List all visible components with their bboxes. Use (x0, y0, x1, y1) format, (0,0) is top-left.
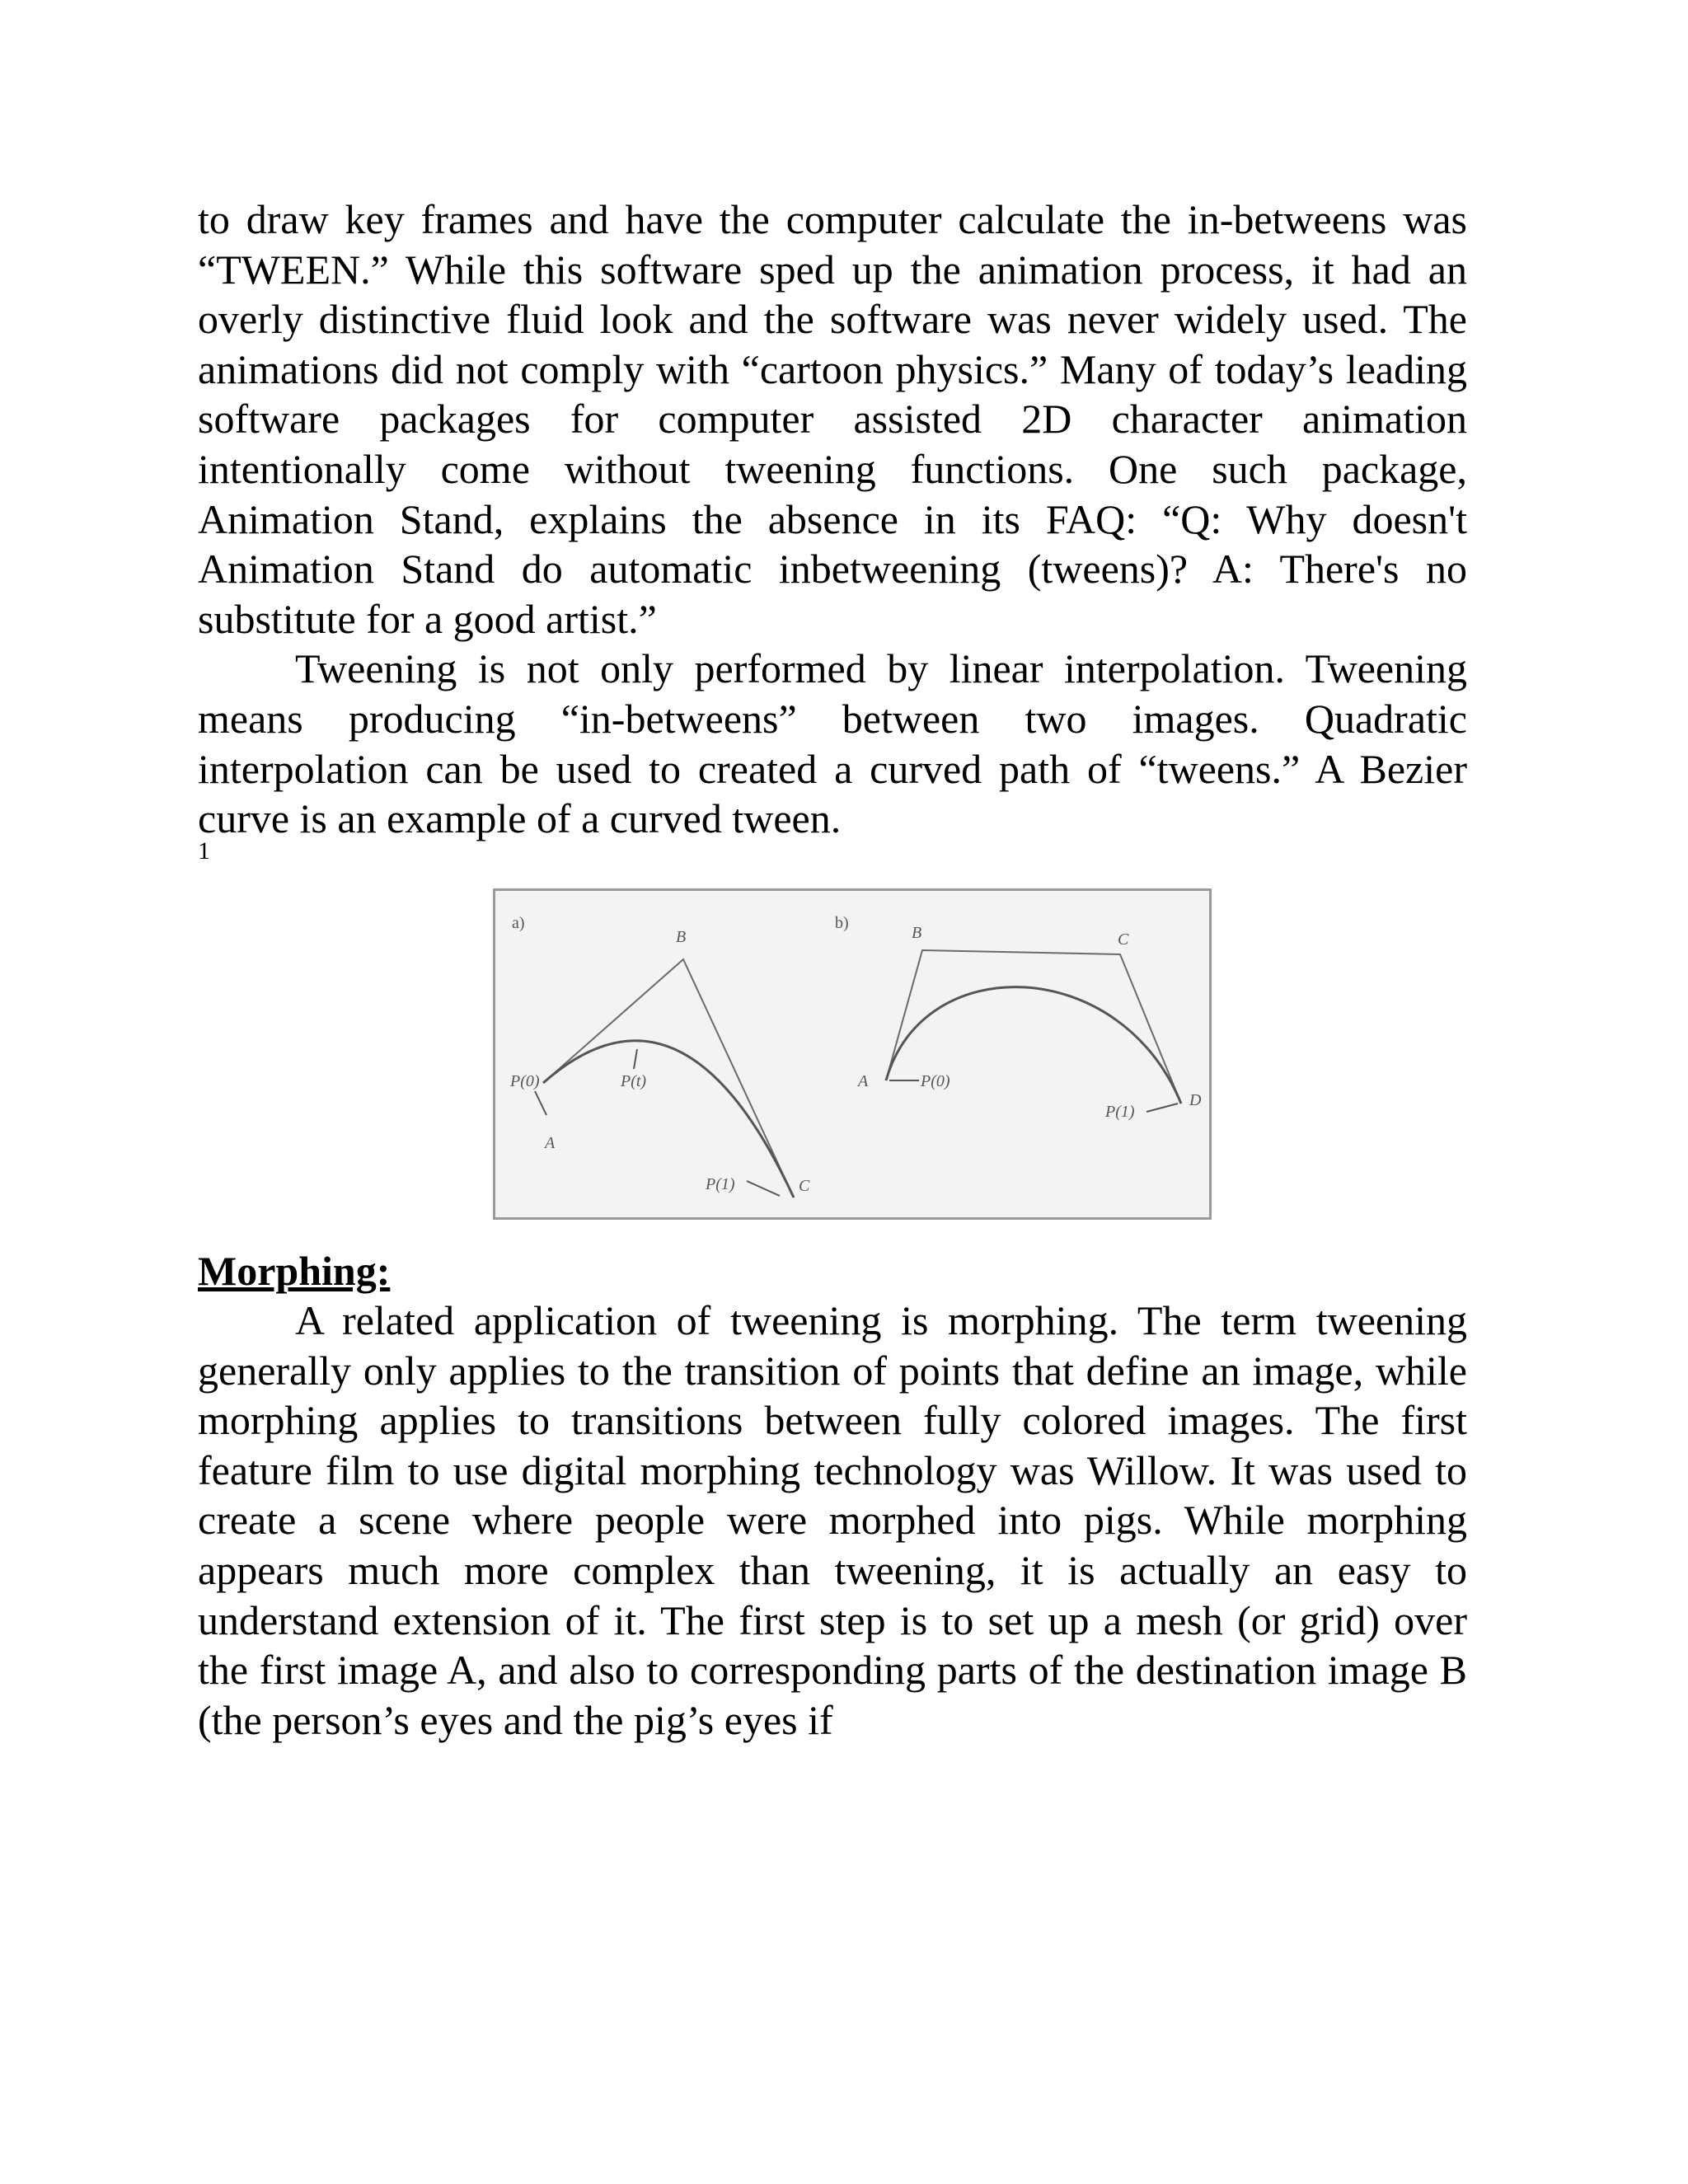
panel-b-label-p1: P(1) (1105, 1103, 1135, 1121)
body-text-morphing (198, 1296, 1467, 1745)
panel-a-label-a: A (545, 1134, 556, 1152)
bezier-figure (493, 888, 1212, 1220)
panel-b-p1-leader (1146, 1104, 1178, 1112)
panel-a-p0-leader (535, 1091, 546, 1115)
panel-a-tag: a) (512, 914, 525, 932)
section-heading-morphing: Morphing: (198, 1248, 391, 1294)
panel-a-pt-leader (634, 1049, 637, 1069)
panel-a-label-b: B (676, 928, 687, 946)
panel-a-p1-leader (747, 1181, 780, 1196)
bezier-diagram (495, 891, 1209, 1217)
panel-a-control-polygon (543, 959, 794, 1197)
panel-a-label-p1: P(1) (706, 1175, 735, 1193)
panel-a-label-c: C (799, 1177, 810, 1195)
panel-b-tag: b) (835, 914, 849, 932)
panel-b-label-a: A (858, 1072, 869, 1090)
paragraph-morphing: A related application of tweening is morphing. The term tweening generally only applies to the transition of points that define an image, while morphing applies to transitions between fully colored images. The first feature film to use digital morphing technology was Willow. It was used to create a scene where people were morphed into pigs. While morphing appears much more complex than tweening, it is actually an easy to understand extension of it. The first step is to set up a mesh (or grid) over the first image A, and also to corresponding parts of the destination image B (the person’s eyes and the pig’s eyes if (198, 1297, 1467, 1743)
panel-b-label-d: D (1189, 1091, 1202, 1109)
panel-b-label-p0: P(0) (921, 1072, 950, 1090)
panel-a-bezier-curve (543, 1041, 794, 1197)
paragraph-tween-history: to draw key frames and have the computer calculate the in-betweens was “TWEEN.” While this software sped up the animation process, it had an overly distinctive fluid look and the software was never widely used. The animations did not comply with “cartoon physics.” Many of today’s leading software packages for computer assisted 2D character animation intentionally come without tweening functions. One such package, Animation Stand, explains the absence in its FAQ: “Q: Why doesn't Animation Stand do automatic inbetweening (tweens)? A: There's no substitute for a good artist.” (198, 196, 1467, 642)
body-text-top (198, 194, 1467, 844)
footnote-marker: 1 (198, 837, 210, 865)
panel-a-label-pt: P(t) (621, 1072, 647, 1090)
paragraph-curved-tween: Tweening is not only performed by linear interpolation. Tweening means producing “in-betweens” between two images. Quadratic interpolation can be used to created a curved path of “tweens.” A Bezier curve is an example of a curved tween. (198, 645, 1467, 842)
panel-b-label-c: C (1118, 930, 1129, 949)
panel-a-label-p0: P(0) (510, 1072, 540, 1090)
panel-b-label-b: B (912, 924, 922, 942)
